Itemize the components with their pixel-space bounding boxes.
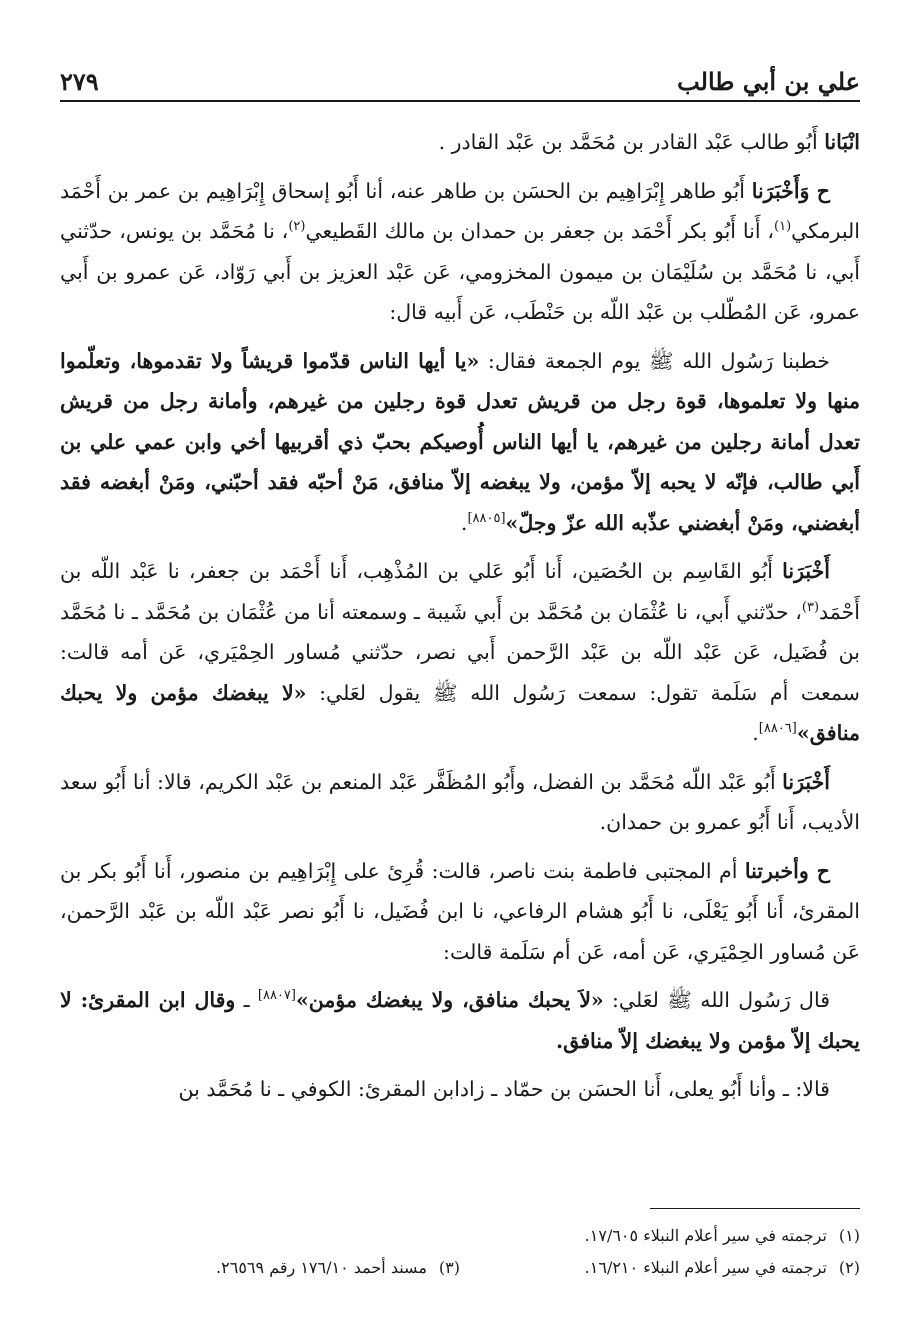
- text-run: خطبنا رَسُول الله ﷺ يوم الجمعة فقال:: [479, 348, 830, 373]
- text-run: ، نا مُحَمَّد بن يونس، حدّثني أَبي، نا مُحَمَّد بن سُلَيْمَان بن ميمون المخزومي، عَن عَبْد العزيز بن أَبي رَوّاد، عَن عمرو بن أَبي عمرو، عَن المُطّلب بن عَبْد اللّه بن حَنْطَب، عَن أَبيه قال:: [60, 219, 860, 324]
- reference-marker: [٨٨٠٦]: [758, 721, 797, 737]
- page-number: ٢٧٩: [60, 67, 99, 96]
- footnote-row: [60, 1220, 860, 1252]
- footnote-number: (٣): [438, 1258, 460, 1277]
- text-run: أَبُو القَاسِم بن الحُصَين، أَنا أَبُو عَلي بن المُذْهِب، أَنا أَحْمَد بن جعفر، نا عَبْد اللّه بن أَحْمَد: [60, 559, 860, 624]
- reference-marker: (١): [774, 219, 792, 235]
- footnote-text: ترجمته في سير أعلام النبلاء ١٧/٦٠٥.: [584, 1226, 827, 1245]
- reference-marker: (٢): [288, 219, 306, 235]
- footnote-text: ترجمته في سير أعلام النبلاء ١٦/٢١٠.: [584, 1258, 827, 1277]
- emphasized-text: ح وأخبرتنا: [744, 858, 830, 883]
- text-run: ، أَنا أَبُو بكر أَحْمَد بن جعفر بن حمدان بن مالك القَطيعي: [305, 219, 775, 243]
- paragraph: [60, 341, 860, 544]
- text-run: ـ: [235, 988, 258, 1012]
- emphasized-text: «يا أيها الناس قدّموا قريشاً ولا تقدموها، وتعلّموا منها ولا تعلموها، قوة رجل من قريش تعدل قوة رجلين من غيرهم، وأمانة رجل من قريش تعدل أمانة رجلين من غيرهم، يا أيها الناس أُوصيكم بحبّ ذي أقربيها أخي وابن عمي علي بن أَبي طالب، فإنّه لا يحبه إلاّ مؤمن، ولا يبغضه إلاّ منافق، مَنْ أحبّه فقد أحبّني، ومَنْ أبغضه فقد أبغضني، ومَنْ أبغضني عذّبه الله عزّ وجلّ»: [60, 348, 860, 535]
- main-text: [60, 122, 860, 1110]
- paragraph: [60, 171, 860, 333]
- running-head: [60, 60, 860, 102]
- reference-marker: [٨٨٠٧]: [257, 988, 296, 1004]
- paragraph: [60, 762, 860, 843]
- text-run: أَبُو طالب عَبْد القادر بن مُحَمَّد بن عَبْد القادر .: [438, 130, 825, 154]
- emphasized-text: ح وَأَخْبَرَنا: [751, 178, 830, 203]
- paragraph: [60, 851, 860, 973]
- footnote-divider: [650, 1208, 860, 1209]
- text-run: أم المجتبى فاطمة بنت ناصر، قالت: قُرِئ على إِبْرَاهِيم بن منصور، أَنا أَبُو بكر بن المقرئ، أَنا أَبُو يَعْلَى، نا أَبُو هشام الرفاعي، نا ابن فُضَيل، نا أَبُو نصر عَبْد اللّه بن عَبْد الرَّحمن، عَن مُساور الحِمْيَري، عَن أمه، عَن أم سَلَمة قالت:: [60, 858, 860, 964]
- footnote-2: [460, 1252, 860, 1284]
- paragraph: [60, 980, 860, 1061]
- emphasized-text: «لا يبغضك مؤمن ولا يحبك منافق»: [60, 680, 860, 745]
- reference-marker: (٣): [801, 599, 820, 615]
- paragraph: [60, 122, 860, 163]
- footnote-row: [60, 1252, 860, 1284]
- text-run: .: [752, 721, 759, 745]
- emphasized-text: أَخْبَرَنا: [782, 559, 830, 583]
- reference-marker: [٨٨٠٥]: [467, 510, 506, 526]
- text-run: أَبُو طاهر إِبْرَاهِيم بن الحسَن بن طاهر عنه، أنا أَبُو إسحاق إِبْرَاهِيم بن عمر بن أَحْمَد البرمكي: [60, 178, 860, 243]
- text-run: قال رَسُول الله ﷺ لعَلي:: [603, 988, 830, 1012]
- footnote-3: [60, 1252, 460, 1284]
- emphasized-text: «لاَ يحبك منافق، ولا يبغضك مؤمن»: [295, 988, 604, 1012]
- chapter-title: علي بن أبي طالب: [677, 67, 860, 96]
- text-run: قالا: ـ وأنا أَبُو يعلى، أَنا الحسَن بن حمّاد ـ زادابن المقرئ: الكوفي ـ نا مُحَمَّد بن: [178, 1077, 830, 1101]
- paragraph: [60, 551, 860, 754]
- text-run: ، حدّثني أَبي، نا عُثْمَان بن مُحَمَّد بن أَبي شَيبة ـ وسمعته أنا من عُثْمَان بن مُحَمَّد ـ نا مُحَمَّد بن فُضَيل، عَن عَبْد اللّه بن عَبْد الرَّحمن أَبي نصر، حدّثني مُساور الحِمْيَري، عَن أمه قالت: سمعت أم سَلَمة تقول: سمعت رَسُول الله ﷺ يقول لعَلي:: [60, 599, 860, 705]
- footnote-1: [460, 1220, 860, 1252]
- emphasized-text: انْبَانا: [824, 130, 860, 154]
- paragraph: [60, 1069, 860, 1110]
- footnote-number: (٢): [838, 1258, 860, 1277]
- text-run: .: [460, 510, 468, 535]
- footnotes: [60, 1220, 860, 1284]
- text-run: أَبُو عَبْد اللّه مُحَمَّد بن الفضل، وأَبُو المُظَفَّر عَبْد المنعم بن عَبْد الكريم، قالا: أنا أَبُو سعد الأديب، أَنا أَبُو عمرو بن حمدان.: [60, 769, 860, 834]
- footnote-number: (١): [838, 1226, 860, 1245]
- emphasized-text: أَخْبَرَنا: [782, 769, 830, 794]
- book-page: [60, 60, 860, 1290]
- emphasized-text: وقال ابن المقرئ: لا يحبك إلاّ مؤمن ولا يبغضك إلاّ منافق.: [60, 988, 860, 1053]
- footnote-text: مسند أحمد ١٧٦/١٠ رقم ٢٦٥٦٩.: [216, 1258, 427, 1277]
